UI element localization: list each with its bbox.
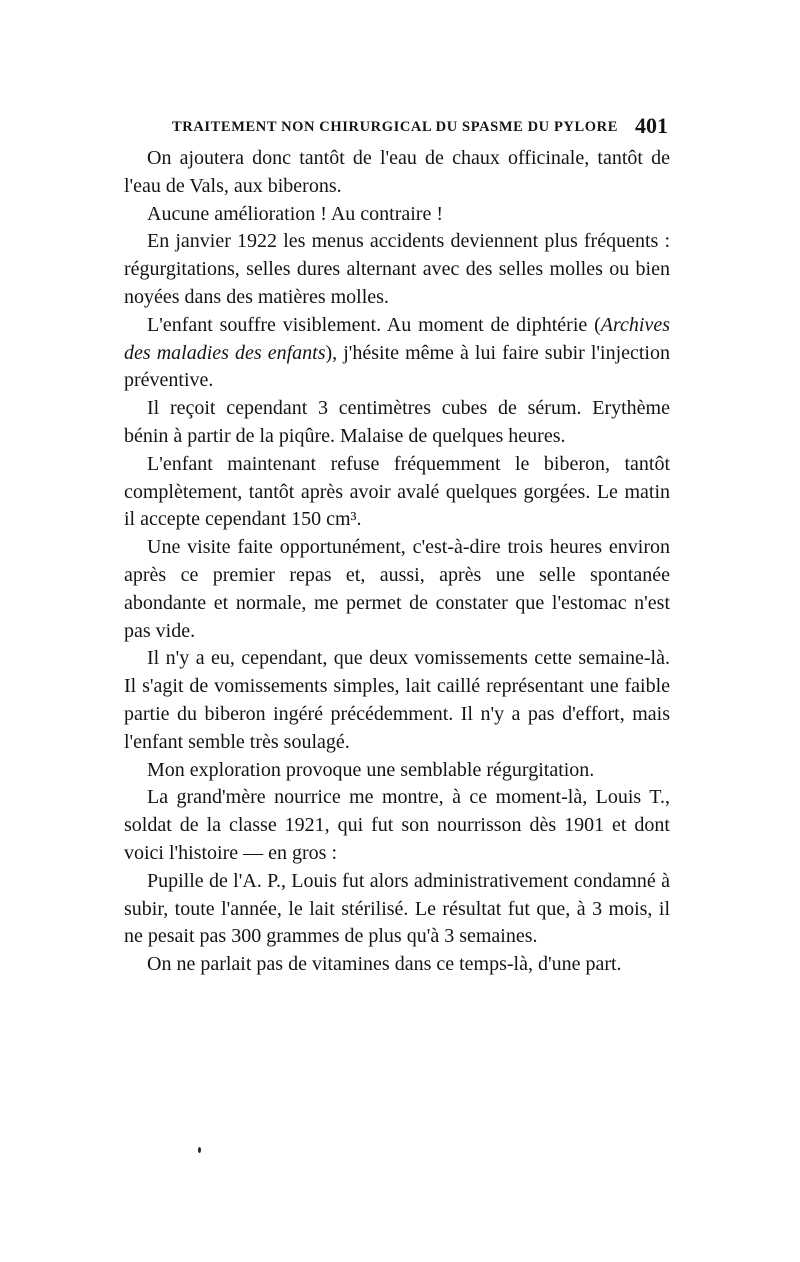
- running-title: TRAITEMENT NON CHIRURGICAL DU SPASME DU PYLORE: [172, 119, 618, 135]
- paragraph: Il reçoit cependant 3 centimètres cubes de sérum. Erythème bénin à partir de la piqûre. Malaise de quelques heures.: [124, 397, 670, 447]
- running-head: [124, 113, 670, 143]
- paragraph-text: ), j'hésite même à lui faire subir l'injection préventive.: [124, 341, 670, 392]
- page-number: 401: [635, 113, 668, 138]
- paragraph: Il n'y a eu, cependant, que deux vomissements cette semaine-là. Il s'agit de vomissements simples, lait caillé représentant une faible partie du biberon ingéré précédemment. Il n'y a pas d'effort, mais l'enfant semble très soulagé.: [124, 647, 670, 753]
- paragraph: Mon exploration provoque une semblable régurgitation.: [147, 758, 595, 781]
- paragraph: On ne parlait pas de vitamines dans ce temps-là, d'une part.: [147, 953, 622, 976]
- ink-speck: [198, 1147, 201, 1153]
- paragraph: On ajoutera donc tantôt de l'eau de chaux officinale, tantôt de l'eau de Vals, aux biberons.: [124, 147, 670, 197]
- paragraph: Aucune amélioration ! Au contraire !: [147, 202, 443, 225]
- paragraph: La grand'mère nourrice me montre, à ce moment-là, Louis T., soldat de la classe 1921, qui fut son nourrisson dès 1901 et dont voici l'histoire — en gros :: [124, 786, 670, 864]
- paragraph: Pupille de l'A. P., Louis fut alors administrativement condamné à subir, toute l'année, le lait stérilisé. Le résultat fut que, à 3 mois, il ne pesait pas 300 grammes de plus qu'à 3 semaines.: [124, 869, 670, 948]
- journal-reference: Archives des maladies des enfants: [124, 313, 670, 364]
- paragraph: [124, 312, 670, 395]
- paragraph-text: L'enfant souffre visiblement. Au moment de diphtérie (: [147, 313, 601, 336]
- paragraph: En janvier 1922 les menus accidents deviennent plus fréquents : régurgitations, selles dures alternant avec des selles molles ou bien noyées dans des matières molles.: [124, 230, 670, 308]
- paragraph: Une visite faite opportunément, c'est-à-dire trois heures environ après ce premier repas et, aussi, après une selle spontanée abondante et normale, me permet de constater que l'estomac n'est pas vide.: [124, 536, 670, 642]
- body-text: [124, 145, 670, 979]
- paragraph: L'enfant maintenant refuse fréquemment le biberon, tantôt complètement, tantôt après avoir avalé quelques gorgées. Le matin il accepte cependant 150 cm³.: [124, 452, 670, 531]
